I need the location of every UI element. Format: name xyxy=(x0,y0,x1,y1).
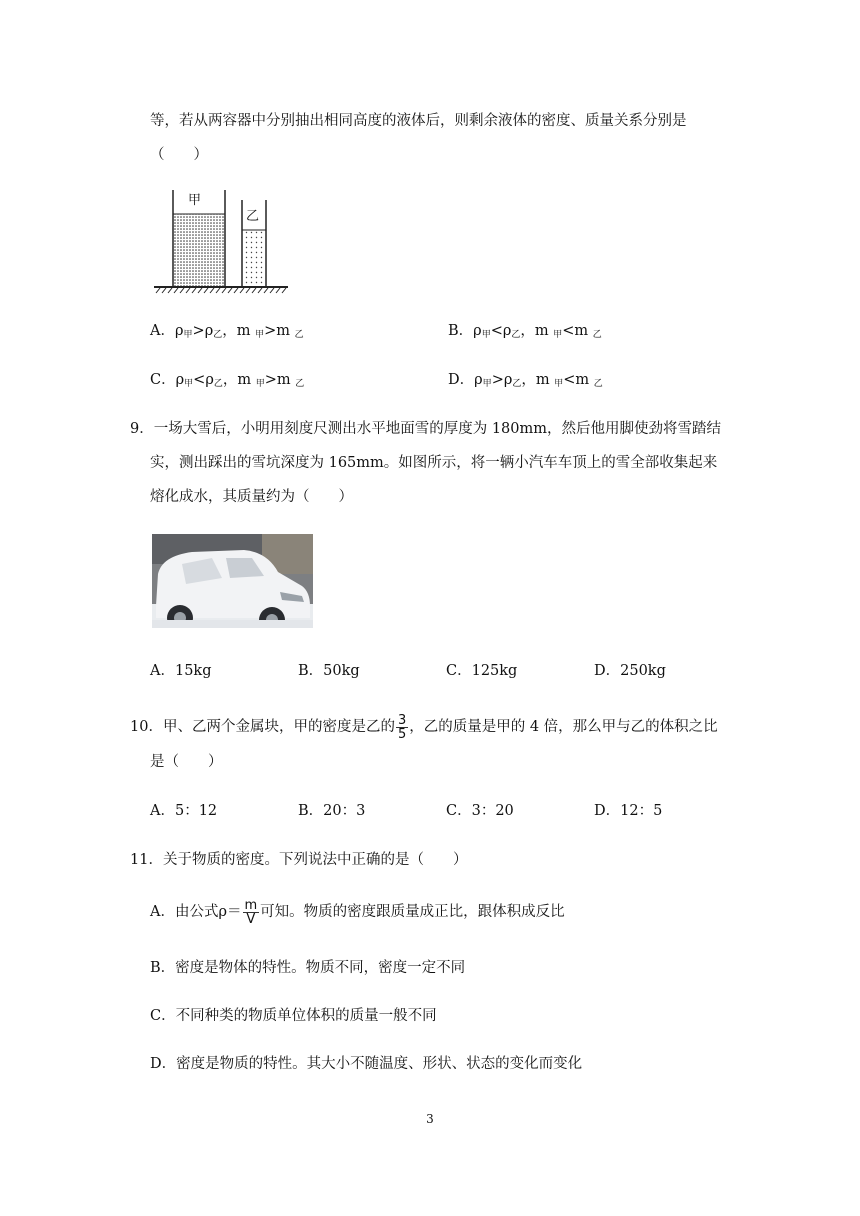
q10-fraction: $\frac{3}{5}$ xyxy=(397,712,407,742)
q8-option-b: B．$\rho_甲<\rho_乙$，m $_甲$<m $_乙$ xyxy=(448,323,602,340)
q8-option-c: C．$\rho_甲<\rho_乙$，m $_甲$>m $_乙$ xyxy=(150,372,305,389)
page-number: 3 xyxy=(426,1112,434,1126)
q8-option-d: D．$\rho_甲>\rho_乙$，m $_甲$<m $_乙$ xyxy=(448,372,603,389)
q11-stem: 11．关于物质的密度。下列说法中正确的是（ ） xyxy=(130,852,468,868)
q11-option-c: C．不同种类的物质单位体积的质量一般不同 xyxy=(150,1008,437,1024)
q10-stem-line2: 是（ ） xyxy=(150,754,223,770)
density-formula-fraction: $\frac{m}{V}$ xyxy=(244,897,258,927)
container-yi-label: 乙 xyxy=(246,209,260,224)
q10-option-b: B．20：3 xyxy=(298,803,366,819)
snow-covered-car-photo xyxy=(152,534,313,628)
container-jia-label: 甲 xyxy=(188,193,202,208)
q10-option-a: A．5：12 xyxy=(150,803,218,819)
container-jia-liquid xyxy=(173,214,225,286)
q9-option-d: D．250kg xyxy=(594,663,666,679)
container-yi-liquid xyxy=(242,230,266,286)
q11-option-d: D．密度是物质的特性。其大小不随温度、形状、状态的变化而变化 xyxy=(150,1056,583,1072)
q9-option-c: C．125kg xyxy=(446,663,518,679)
q9-stem-line2: 实，测出踩出的雪坑深度为 165mm。如图所示，将一辆小汽车车顶上的雪全部收集起来 xyxy=(150,455,718,471)
q8-paren: （ ） xyxy=(150,147,208,163)
q10-option-d: D．12：5 xyxy=(594,803,663,819)
q9-option-b: B．50kg xyxy=(298,663,360,679)
q11-option-a: A．由公式ρ＝ $\frac{m}{V}$ 可知。物质的密度跟质量成正比，跟体积成反比 xyxy=(150,897,565,927)
q10-stem-line1: 10．甲、乙两个金属块，甲的密度是乙的 $\frac{3}{5}$ ，乙的质量是甲的 4 倍，那么甲与乙的体积之比 xyxy=(130,712,718,742)
q11-option-b: B．密度是物体的特性。物质不同，密度一定不同 xyxy=(150,960,466,976)
q8-stem-continuation: 等，若从两容器中分别抽出相同高度的液体后，则剩余液体的密度、质量关系分别是 xyxy=(150,113,687,129)
q10-option-c: C．3：20 xyxy=(446,803,514,819)
q9-option-a: A．15kg xyxy=(150,663,212,679)
q8-containers-figure xyxy=(150,186,290,296)
q9-stem-line3: 熔化成水，其质量约为（ ） xyxy=(150,489,353,505)
q8-option-a: A．$\rho_甲>\rho_乙$，m $_甲$>m $_乙$ xyxy=(150,323,304,340)
q9-stem-line1: 9．一场大雪后，小明用刻度尺测出水平地面雪的厚度为 180mm，然后他用脚使劲将雪踏结 xyxy=(130,421,722,437)
